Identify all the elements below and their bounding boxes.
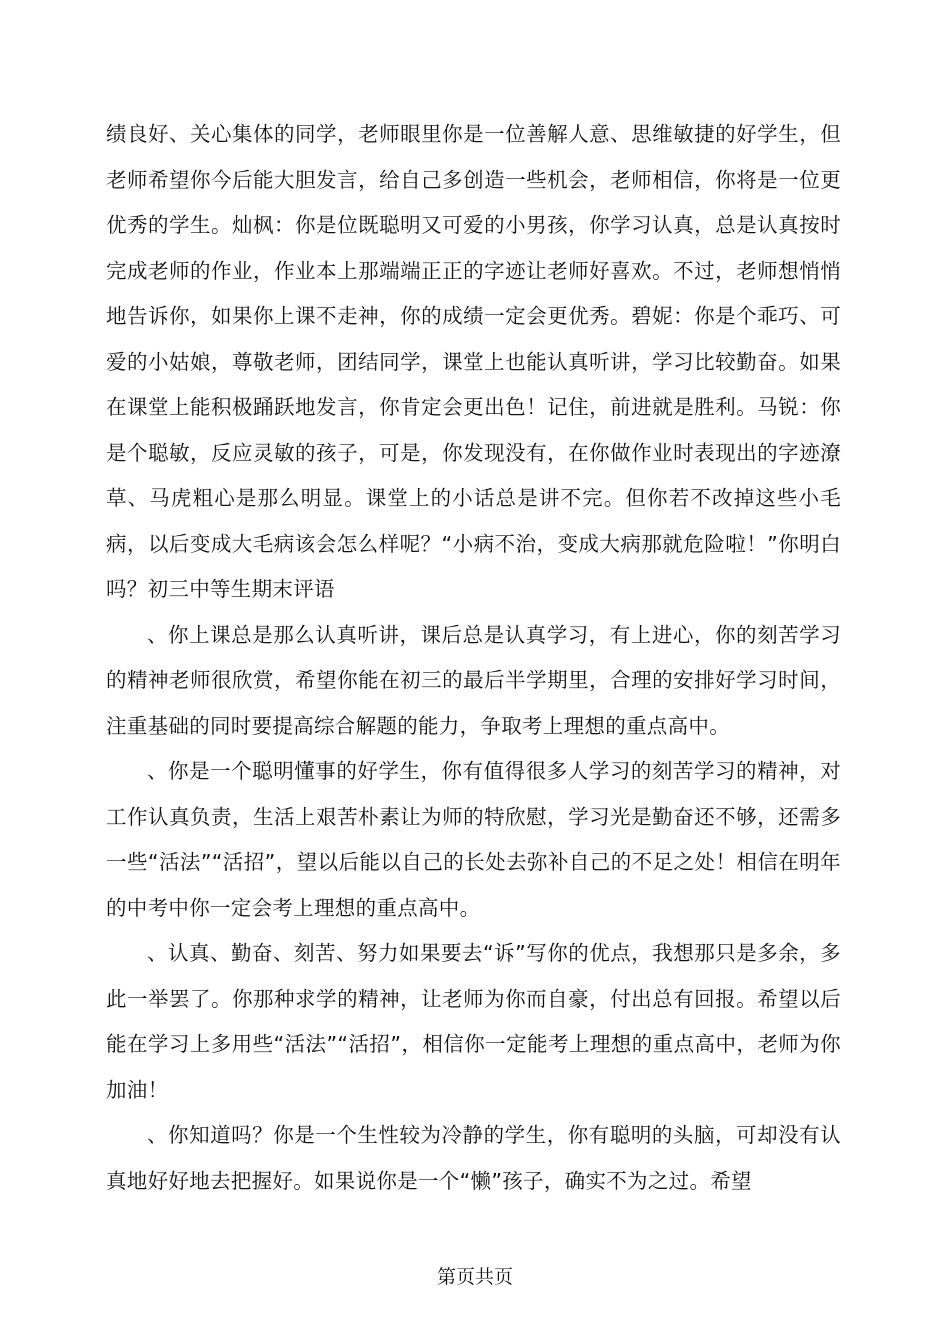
paragraph-3: 、你是一个聪明懂事的好学生，你有值得很多人学习的刻苦学习的精神，对工作认真负责，生活上艰苦朴素让为师的特欣慰，学习光是勤奋还不够，还需多一些“活法”“活招”，望以后能以自己的长处去弥补自己的不足之处！相信在明年的中考中你一定会考上理想的重点高中。 — [106, 759, 841, 920]
document-body — [106, 112, 841, 1204]
paragraph-2: 、你上课总是那么认真听讲，课后总是认真学习，有上进心，你的刻苦学习的精神老师很欣赏，希望你能在初三的最后半学期里，合理的安排好学习时间，注重基础的同时要提高综合解题的能力，争取考上理想的重点高中。 — [106, 622, 841, 738]
paragraph-1: 绩良好、关心集体的同学，老师眼里你是一位善解人意、思维敏捷的好学生，但老师希望你今后能大胆发言，给自己多创造一些机会，老师相信，你将是一位更优秀的学生。灿枫：你是位既聪明又可爱的小男孩，你学习认真，总是认真按时完成老师的作业，作业本上那端端正正的字迹让老师好喜欢。不过，老师想悄悄地告诉你，如果你上课不走神，你的成绩一定会更优秀。碧妮：你是个乖巧、可爱的小姑娘，尊敬老师，团结同学，课堂上也能认真听讲，学习比较勤奋。如果在课堂上能积极踊跃地发言，你肯定会更出色！记住，前进就是胜利。马锐：你是个聪敏，反应灵敏的孩子，可是，你发现没有，在你做作业时表现出的字迹潦草、马虎粗心是那么明显。课堂上的小话总是讲不完。但你若不改掉这些小毛病，以后变成大毛病该会怎么样呢？“小病不治，变成大病那就危险啦！”你明白吗？初三中等生期末评语 — [106, 122, 841, 601]
paragraph-5: 、你知道吗？你是一个生性较为冷静的学生，你有聪明的头脑，可却没有认真地好好地去把握好。如果说你是一个“懒”孩子，确实不为之过。希望 — [106, 1123, 841, 1193]
page-footer: 第页共页 — [436, 1266, 513, 1288]
paragraph-4: 、认真、勤奋、刻苦、努力如果要去“诉”写你的优点，我想那只是多余，多此一举罢了。你那种求学的精神，让老师为你而自豪，付出总有回报。希望以后能在学习上多用些“活法”“活招”，相信你一定能考上理想的重点高中，老师为你加油！ — [106, 941, 841, 1102]
